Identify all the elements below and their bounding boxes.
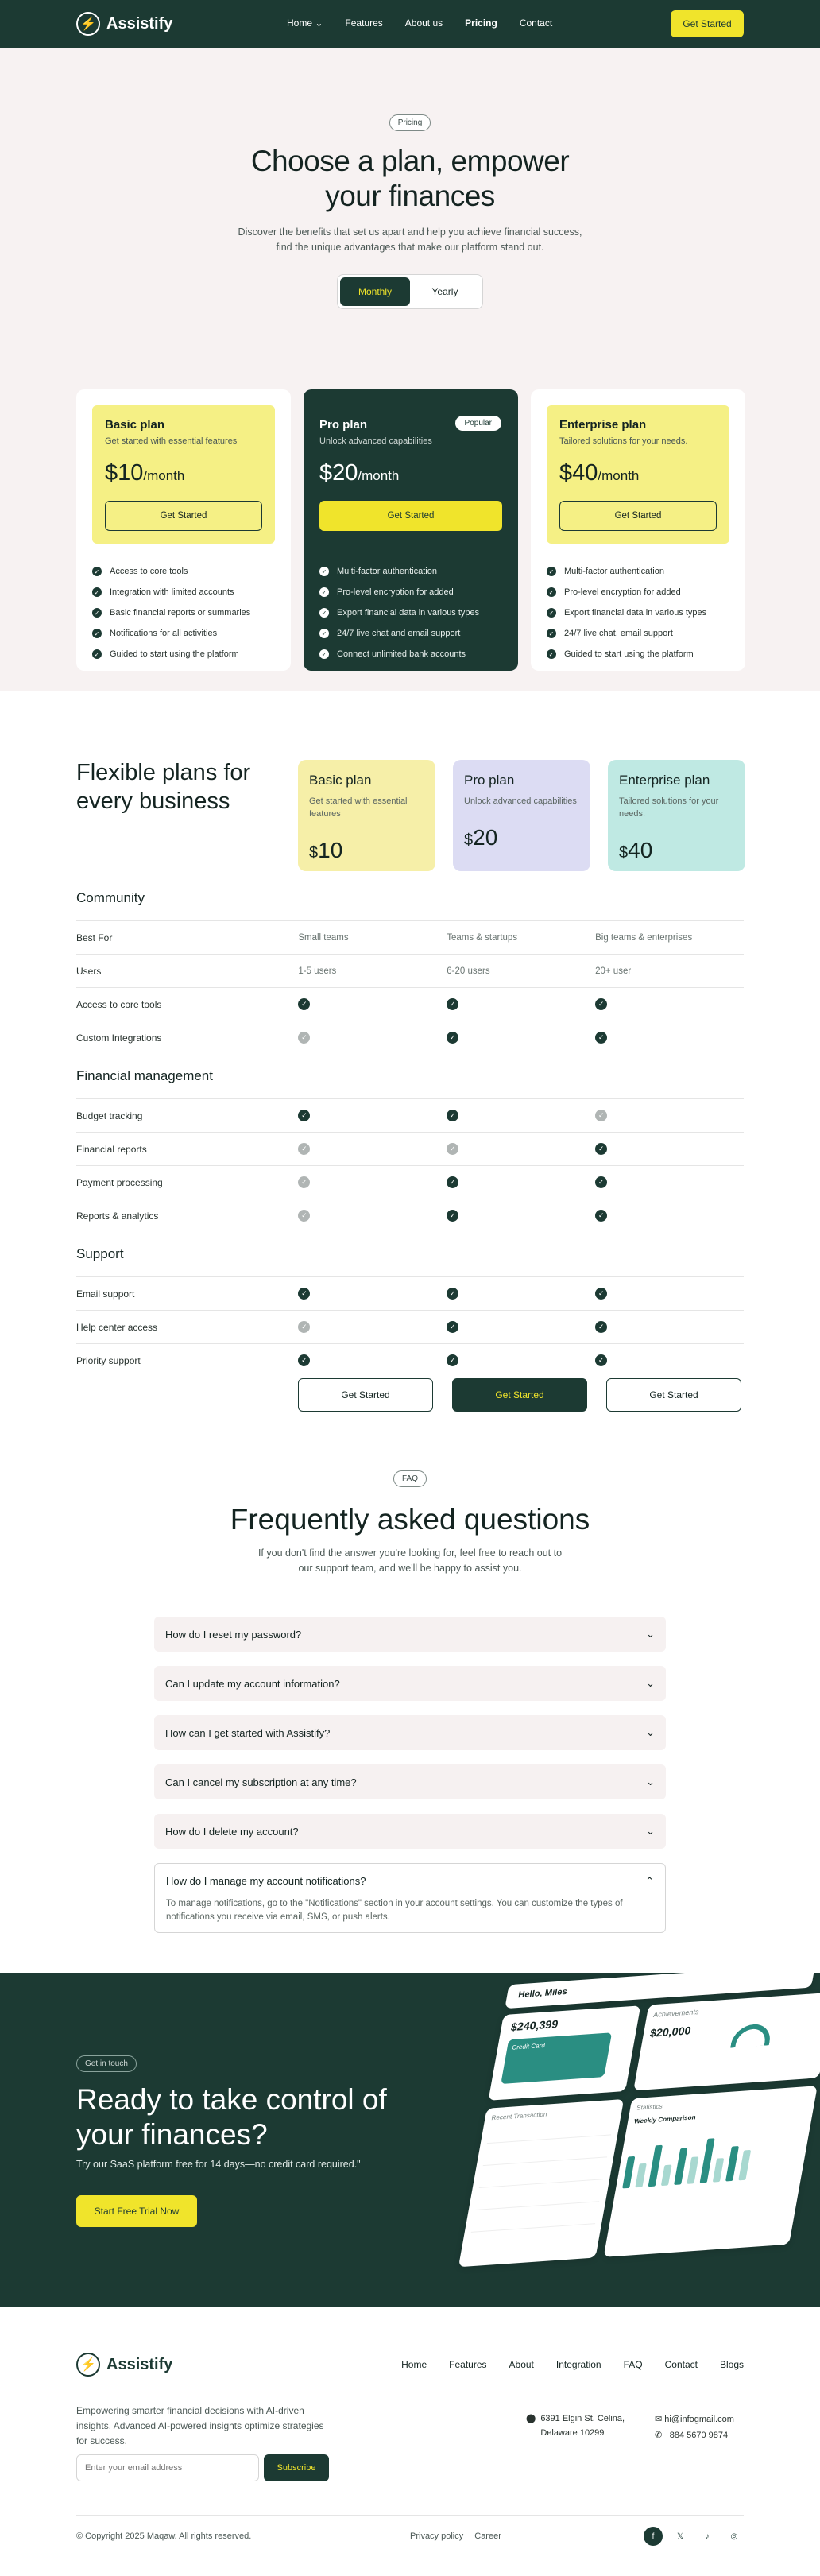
table-cell [447,1143,595,1155]
row-label: Best For [76,932,113,943]
comparison-section [76,890,744,1054]
table-cell [595,1210,744,1222]
table-cell [447,1321,595,1333]
table-cell: 1-5 users [298,966,337,976]
section-title: Community [76,890,145,905]
bolt-icon: ⚡ [76,12,100,36]
feature-list [547,561,729,664]
feature-item: ✓ Pro-level encryption for added [547,582,729,602]
row-label: Users [76,965,102,977]
plan-price: $10/month [105,460,185,486]
plan-card-basic [76,389,291,671]
card-desc: Unlock advanced capabilities [464,796,577,806]
plan-name: Enterprise plan [559,418,647,432]
cta-pill: Get in touch [76,2055,137,2072]
card-price: $20 [464,825,498,850]
feature-item: ✓ Integration with limited accounts [92,582,275,602]
plan-name: Basic plan [105,418,165,432]
card-price: $10 [309,838,343,862]
mock-credit-card: Credit Card [501,2032,612,2084]
check-icon: ✓ [595,1143,607,1155]
table-row [76,1021,744,1054]
row-label: Custom Integrations [76,1032,162,1044]
card-desc: Get started with essential features [309,796,408,819]
email-input[interactable] [76,2454,259,2481]
check-icon: ✓ [595,1354,607,1366]
chevron-down-icon: ⌄ [646,1825,655,1837]
chevron-up-icon: ⌃ [645,1875,654,1887]
footer-contact [655,2411,734,2443]
comparison-cards [298,760,745,871]
footer-bottom-bar [76,2515,744,2541]
table-cell [298,1210,447,1222]
row-label: Reports & analytics [76,1210,159,1222]
feature-list [319,561,502,664]
feature-item: ✓ Notifications for all activities [92,623,275,644]
plan-desc: Unlock advanced capabilities [319,436,432,446]
plan-card-enterprise [531,389,745,671]
check-icon: ✓ [298,1110,310,1121]
check-icon: ✓ [92,567,102,576]
table-cell [595,1176,744,1188]
plan-price: $40/month [559,460,640,486]
nav-home[interactable]: Home ⌄ [287,17,323,29]
billing-toggle [337,274,483,309]
comparison-card-basic [298,760,435,871]
footer-link[interactable]: Integration [555,2359,601,2370]
feature-item: ✓ Guided to start using the platform [92,644,275,664]
footer-description: Empowering smarter financial decisions with AI-driven insights. Advanced AI-powered insights optimize strategies for success. [76,2405,324,2446]
check-icon: ✓ [447,1176,458,1188]
mail-icon: ✉ [655,2415,663,2424]
cta-section [0,1973,820,2307]
nav-links [287,17,552,29]
dashboard-mockup [426,1973,820,2272]
footer-links [401,2359,744,2370]
faq-answer: To manage notifications, go to the "Notifications" section in your account settings. You can customize the types of notifications you receive via email, SMS, or push alerts. [166,1899,623,1922]
feature-item: ✓ Guided to start using the platform [547,644,729,664]
footer-link[interactable]: About [509,2359,534,2370]
faq-section [0,1455,820,1973]
table-cell: Big teams & enterprises [595,932,693,943]
feature-item: ✓ Basic financial reports or summaries [92,602,275,623]
check-icon: ✓ [92,649,102,659]
check-disabled-icon: ✓ [298,1032,310,1044]
feature-item: ✓ Connect unlimited bank accounts [319,644,502,664]
instagram-icon[interactable]: ◎ [730,2531,738,2541]
footer-link[interactable]: Blogs [719,2359,744,2370]
faq-subtitle: If you don't find the answer you're looking for, feel free to reach out to our support team, and we'll be happy to assist you. [257,1548,563,1574]
section-title: Support [76,1246,124,1261]
mock-greeting: Hello, Miles [505,1973,815,2009]
table-cell [447,1110,595,1121]
row-label: Email support [76,1288,135,1300]
footer-link[interactable]: Home [401,2359,427,2370]
check-icon: ✓ [595,1288,607,1300]
comparison-card-enterprise [608,760,745,871]
table-cell [298,1354,447,1366]
table-row [76,1165,744,1199]
table-row [76,1098,744,1132]
table-cell [447,998,595,1010]
chevron-down-icon: ⌄ [646,1677,655,1689]
hero-subtitle: Discover the benefits that set us apart and help you achieve financial success, find the unique advantages that make our platform stand out. [238,227,582,253]
table-cell [595,1288,744,1300]
tiktok-icon[interactable]: ♪ [705,2531,710,2541]
comparison-section [76,1246,744,1377]
check-disabled-icon: ✓ [595,1110,607,1121]
table-row [76,1310,744,1343]
footer-phone[interactable]: +884 5670 9874 [664,2431,729,2440]
check-icon: ✓ [92,608,102,618]
footer-address: ⬤ 6391 Elgin St. Celina, Delaware 10299 [526,2411,625,2440]
plan-get-started-button[interactable]: Get Started [105,501,262,531]
subscribe-button[interactable]: Subscribe [264,2454,329,2481]
start-trial-button[interactable]: Start Free Trial Now [76,2195,197,2227]
plan-cards [76,389,745,671]
check-icon: ✓ [447,1354,458,1366]
feature-list [92,561,275,664]
table-cell [595,1354,744,1366]
row-label: Payment processing [76,1176,163,1188]
check-icon: ✓ [447,998,458,1010]
enterprise-get-started-button[interactable]: Get Started [606,1378,741,1412]
row-label: Priority support [76,1354,141,1366]
plan-get-started-button[interactable]: Get Started [559,501,717,531]
table-cell: Small teams [298,932,349,943]
table-cell [447,1354,595,1366]
bolt-icon: ⚡ [76,2353,100,2377]
career-link[interactable]: Career [474,2531,501,2541]
location-pin-icon: ⬤ [526,2414,536,2423]
check-icon: ✓ [547,608,556,618]
cta-title: Ready to take control of your finances? [76,2083,387,2151]
page-title: Choose a plan, empower your finances [250,145,570,212]
check-icon: ✓ [447,1032,458,1044]
feature-item: ✓ Access to core tools [92,561,275,582]
site-footer [0,2307,820,2560]
faq-item[interactable]: How can I get started with Assistify? ⌄ [154,1715,666,1750]
cta-subtitle: Try our SaaS platform free for 14 days—no credit card required." [76,2159,361,2170]
row-label: Access to core tools [76,998,162,1010]
feature-item: ✓ Pro-level encryption for added [319,582,502,602]
chevron-down-icon: ⌄ [646,1726,655,1738]
mock-bar-chart [622,2129,803,2189]
newsletter-form [76,2454,329,2481]
check-disabled-icon: ✓ [298,1210,310,1222]
check-icon: ✓ [319,629,329,638]
footer-link[interactable]: Features [449,2359,487,2370]
popular-badge: Popular [454,415,502,432]
table-cell [298,998,447,1010]
check-icon: ✓ [595,1032,607,1044]
nav-get-started-button[interactable]: Get Started [671,10,744,37]
table-cell [595,1110,744,1121]
top-nav [0,0,820,48]
footer-link[interactable]: FAQ [623,2359,643,2370]
check-icon: ✓ [319,567,329,576]
copyright: © Copyright 2025 Maqaw. All rights reserved. [76,2531,252,2541]
faq-pill: FAQ [393,1470,427,1487]
check-icon: ✓ [547,649,556,659]
footer-link[interactable]: Contact [664,2359,698,2370]
check-icon: ✓ [298,998,310,1010]
table-cell [447,1176,595,1188]
section-title: Financial management [76,1068,213,1083]
footer-logo[interactable]: ⚡ Assistify [76,2353,172,2377]
check-disabled-icon: ✓ [447,1143,458,1155]
check-icon: ✓ [319,649,329,659]
table-cell: 6-20 users [447,966,490,976]
privacy-link[interactable]: Privacy policy [410,2531,464,2541]
table-row [76,1276,744,1310]
table-cell: Teams & startups [447,932,518,943]
check-disabled-icon: ✓ [298,1321,310,1333]
pro-get-started-button[interactable]: Get Started [452,1378,587,1412]
check-icon: ✓ [547,587,556,597]
plan-name: Pro plan [319,418,368,432]
table-cell [298,1176,447,1188]
card-name: Enterprise plan [619,773,710,788]
social-links [644,2527,744,2546]
feature-item: ✓ Export financial data in various types [547,602,729,623]
table-row [76,987,744,1021]
plan-desc: Get started with essential features [105,436,238,446]
comparison-card-pro [453,760,590,871]
feature-item: ✓ 24/7 live chat, email support [547,623,729,644]
feature-item: ✓ Export financial data in various types [319,602,502,623]
plan-get-started-button[interactable]: Get Started [319,501,502,531]
row-label: Help center access [76,1321,158,1333]
check-icon: ✓ [595,1210,607,1222]
check-disabled-icon: ✓ [298,1143,310,1155]
check-icon: ✓ [92,587,102,597]
pricing-pill: Pricing [389,114,431,131]
table-cell [298,1110,447,1121]
faq-item-open[interactable]: How do I manage my account notifications? ⌃ To manage notifications, go to the "Notifications" section in your account settings. You can customize the types of notifications you receive via email, SMS, or push alerts. [154,1863,666,1933]
check-icon: ✓ [447,1110,458,1121]
check-icon: ✓ [319,608,329,618]
row-label: Financial reports [76,1143,147,1155]
table-row [76,920,744,954]
check-icon: ✓ [547,629,556,638]
card-name: Pro plan [464,773,515,788]
table-cell: 20+ user [595,966,632,976]
chevron-down-icon: ⌄ [646,1628,655,1640]
card-name: Basic plan [309,773,372,788]
table-cell [298,1032,447,1044]
faq-item[interactable]: Can I update my account information? ⌄ [154,1666,666,1701]
nav-about[interactable]: About us [404,17,443,29]
nav-features[interactable]: Features [345,17,383,29]
check-icon: ✓ [319,587,329,597]
pricing-hero [0,48,820,691]
check-icon: ✓ [595,1176,607,1188]
table-cell [298,1321,447,1333]
plan-card-pro [304,389,518,671]
feature-item: ✓ Multi-factor authentication [547,561,729,582]
comparison-buttons [298,1378,741,1412]
check-icon: ✓ [595,1321,607,1333]
faq-list [154,1617,666,1947]
comparison-title: Flexible plans for every business [76,760,251,814]
faq-item[interactable]: Can I cancel my subscription at any time? ⌄ [154,1764,666,1799]
mock-achievements: Achievements $20,000 [633,1993,820,2091]
mock-balance-card: $240,399 Credit Card [488,2005,640,2101]
check-icon: ✓ [298,1354,310,1366]
facebook-icon[interactable]: f [644,2527,663,2546]
x-icon[interactable]: 𝕏 [676,2531,684,2541]
table-cell [595,1143,744,1155]
table-cell [595,998,744,1010]
mock-statistics: Statistics Weekly Comparison [604,2086,818,2257]
table-row [76,1132,744,1165]
card-desc: Tailored solutions for your needs. [619,796,719,819]
nav-pricing[interactable]: Pricing [465,17,497,29]
table-row [76,954,744,987]
table-cell [447,1210,595,1222]
check-icon: ✓ [447,1210,458,1222]
table-cell [447,1288,595,1300]
nav-contact[interactable]: Contact [519,17,553,29]
table-row [76,1199,744,1232]
brand-logo[interactable] [76,12,172,36]
check-icon: ✓ [92,629,102,638]
check-icon: ✓ [447,1288,458,1300]
comparison-section [76,1068,744,1232]
feature-item: ✓ Multi-factor authentication [319,561,502,582]
table-cell [595,1321,744,1333]
brand-name: Assistify [106,14,173,33]
phone-icon: ✆ [655,2431,663,2440]
card-price: $40 [619,838,653,862]
faq-item[interactable]: How do I reset my password? ⌄ [154,1617,666,1652]
toggle-monthly[interactable]: Monthly [340,277,410,306]
check-icon: ✓ [547,567,556,576]
basic-get-started-button[interactable]: Get Started [298,1378,433,1412]
check-icon: ✓ [595,998,607,1010]
feature-item: ✓ 24/7 live chat and email support [319,623,502,644]
plan-price: $20/month [319,460,400,486]
row-label: Budget tracking [76,1110,143,1121]
chevron-down-icon: ⌄ [646,1776,655,1788]
toggle-yearly[interactable]: Yearly [431,286,458,297]
table-cell [298,1288,447,1300]
faq-item[interactable]: How do I delete my account? ⌄ [154,1814,666,1849]
check-disabled-icon: ✓ [298,1176,310,1188]
table-row [76,1343,744,1377]
plan-comparison [0,691,820,1455]
table-cell [447,1032,595,1044]
table-cell [595,1032,744,1044]
mock-recent-transactions: Recent Transaction [458,2099,624,2267]
faq-title: Frequently asked questions [230,1503,590,1536]
check-icon: ✓ [447,1321,458,1333]
footer-email[interactable]: hi@infogmail.com [664,2415,734,2424]
plan-desc: Tailored solutions for your needs. [559,436,688,446]
check-icon: ✓ [298,1288,310,1300]
table-cell [298,1143,447,1155]
